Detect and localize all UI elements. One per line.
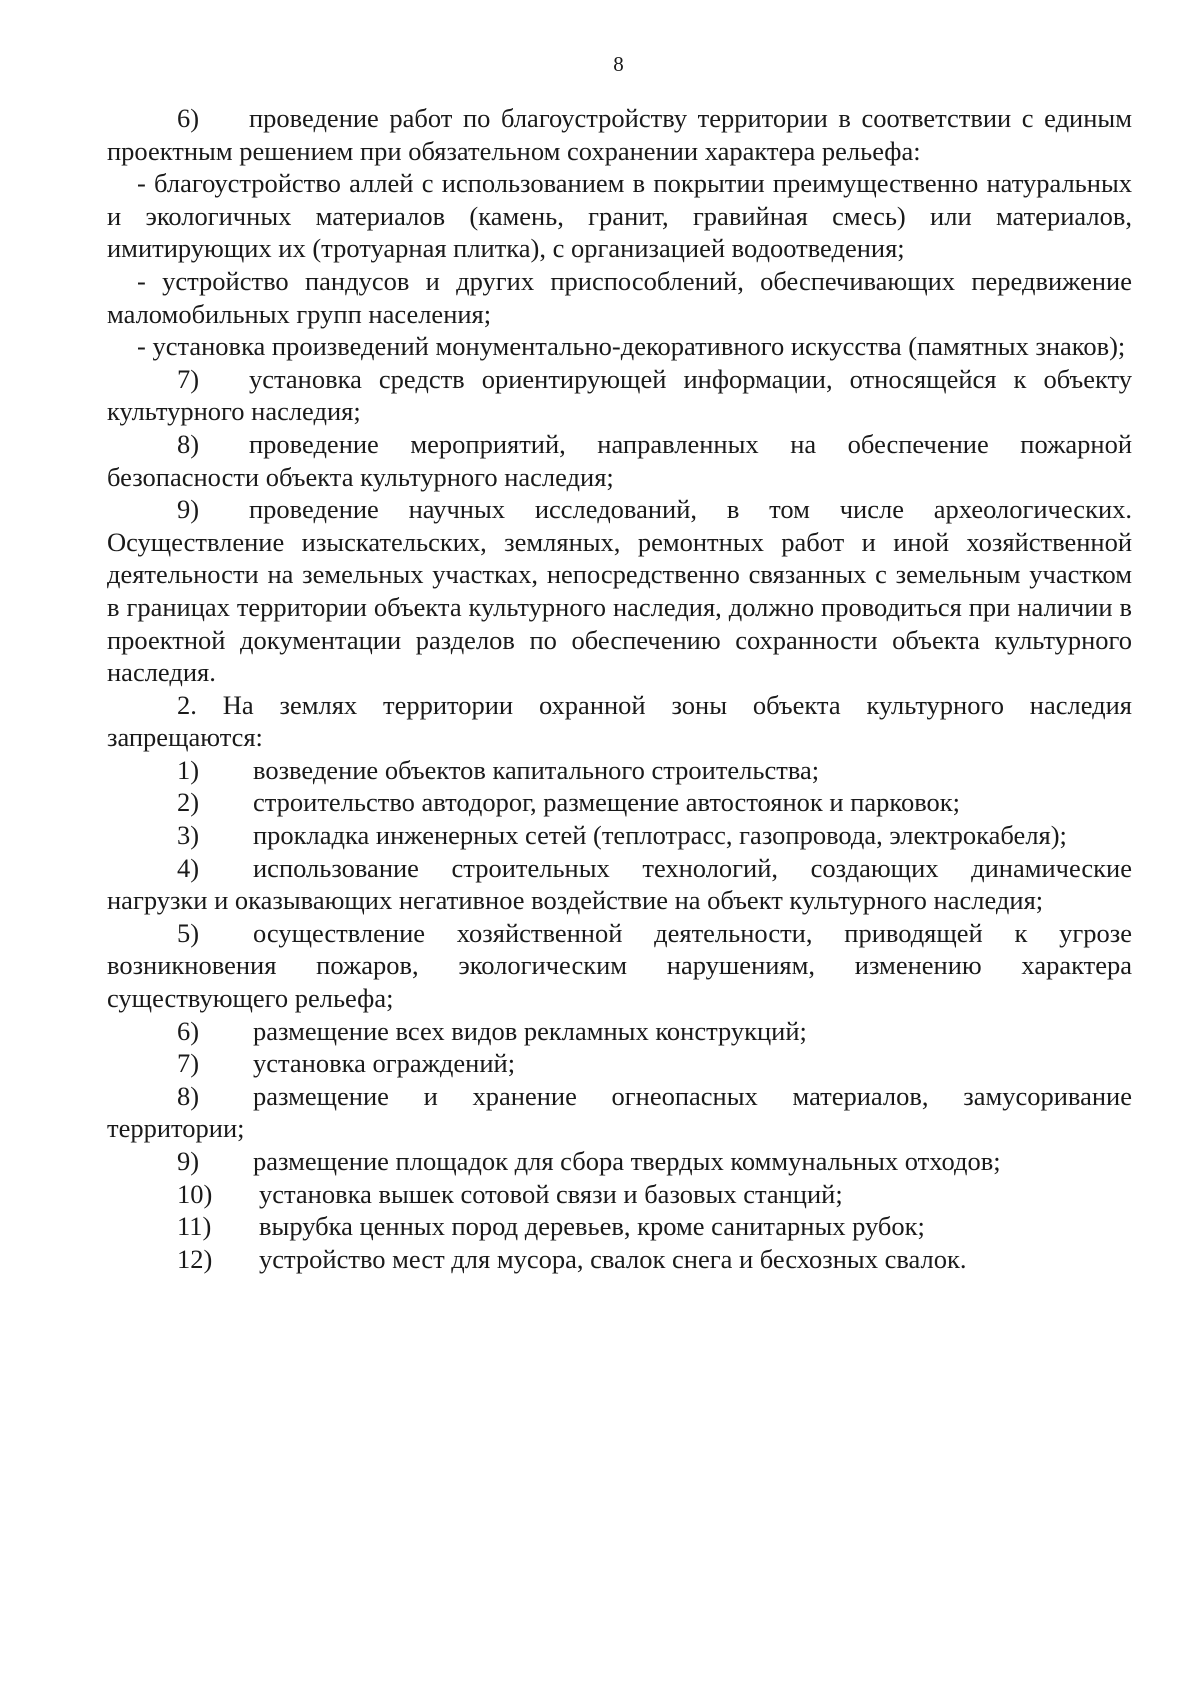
list-item <box>107 1243 1132 1276</box>
paragraph-text: 2. На землях территории охранной зоны объекта культурного наследия запрещаются: <box>107 689 1132 753</box>
list-item <box>107 1210 1132 1243</box>
item-text: проведение мероприятий, направленных на обеспечение пожарной безопасности объекта культурного наследия; <box>107 428 1132 492</box>
item-text: размещение всех видов рекламных конструкций; <box>253 1015 807 1046</box>
item-number: 10) <box>177 1178 213 1209</box>
item-text: размещение и хранение огнеопасных материалов, замусоривание территории; <box>107 1080 1132 1144</box>
section-paragraph <box>107 689 1132 754</box>
list-item <box>107 917 1132 1015</box>
item-text: использование строительных технологий, создающих динамические нагрузки и оказывающих негативное воздействие на объект культурного наследия; <box>107 852 1132 916</box>
item-number: 11) <box>177 1211 212 1242</box>
item-number: 4) <box>177 852 200 883</box>
item-number: 5) <box>177 917 200 948</box>
dash-item <box>107 167 1132 265</box>
item-text: установка ограждений; <box>253 1048 516 1079</box>
item-number: 1) <box>177 754 200 785</box>
list-item <box>107 1080 1132 1145</box>
item-number: 8) <box>177 1080 200 1111</box>
item-text: строительство автодорог, размещение автостоянок и парковок; <box>253 787 961 818</box>
list-item <box>107 1145 1132 1178</box>
item-text: - устройство пандусов и других приспособлений, обеспечивающих передвижение маломобильных групп населения; <box>107 265 1132 329</box>
item-number: 7) <box>177 1048 200 1079</box>
item-number: 3) <box>177 820 200 851</box>
page-number: 8 <box>613 52 624 76</box>
item-text: установка вышек сотовой связи и базовых станций; <box>259 1178 843 1209</box>
item-number: 6) <box>177 1015 200 1046</box>
item-text: - благоустройство аллей с использованием в покрытии преимущественно натуральных и экологичных материалов (камень, гранит, гравийная смесь) или материалов, имитирующих их (тротуарная плитка), с организацией водоотведения; <box>107 168 1132 264</box>
list-item <box>107 754 1132 787</box>
item-text: установка средств ориентирующей информации, относящейся к объекту культурного наследия; <box>107 363 1132 427</box>
list-item <box>107 102 1132 167</box>
list-item <box>107 1178 1132 1211</box>
item-text: устройство мест для мусора, свалок снега и бесхозных свалок. <box>259 1243 967 1274</box>
item-number: 9) <box>177 494 200 525</box>
item-number: 12) <box>177 1243 213 1274</box>
item-text: проведение работ по благоустройству территории в соответствии с единым проектным решением при обязательном сохранении характера рельефа: <box>107 103 1132 166</box>
item-text: проведение научных исследований, в том числе археологических. Осуществление изыскательских, земляных, ремонтных работ и иной хозяйственной деятельности на земельных участках, непосредственно связанных с земельным участком в границах территории объекта культурного наследия, должно проводиться при наличии в проектной документации разделов по обеспечению сохранности объекта культурного наследия. <box>107 494 1132 688</box>
document-body <box>107 102 1132 1275</box>
item-text: вырубка ценных пород деревьев, кроме санитарных рубок; <box>259 1211 925 1242</box>
item-number: 9) <box>177 1146 200 1176</box>
list-item <box>107 493 1132 689</box>
item-number: 8) <box>177 428 200 459</box>
dash-item <box>107 330 1132 363</box>
item-text: - установка произведений монументально-декоративного искусства (памятных знаков); <box>137 331 1126 362</box>
item-number: 2) <box>177 787 200 818</box>
item-text: возведение объектов капитального строительства; <box>253 754 820 785</box>
item-text: прокладка инженерных сетей (теплотрасс, газопровода, электрокабеля); <box>253 820 1067 851</box>
list-item <box>107 786 1132 819</box>
list-item <box>107 428 1132 493</box>
prohibited-list <box>107 754 1132 1276</box>
list-item <box>107 852 1132 917</box>
item-text: размещение площадок для сбора твердых коммунальных отходов; <box>253 1146 1001 1176</box>
dash-item <box>107 265 1132 330</box>
list-item <box>107 363 1132 428</box>
item-number: 6) <box>177 103 200 133</box>
item-text: осуществление хозяйственной деятельности, приводящей к угрозе возникновения пожаров, экологическим нарушениям, изменению характера существующего рельефа; <box>107 917 1132 1014</box>
item-number: 7) <box>177 363 200 394</box>
list-item <box>107 1015 1132 1048</box>
list-item <box>107 819 1132 852</box>
list-item <box>107 1047 1132 1080</box>
